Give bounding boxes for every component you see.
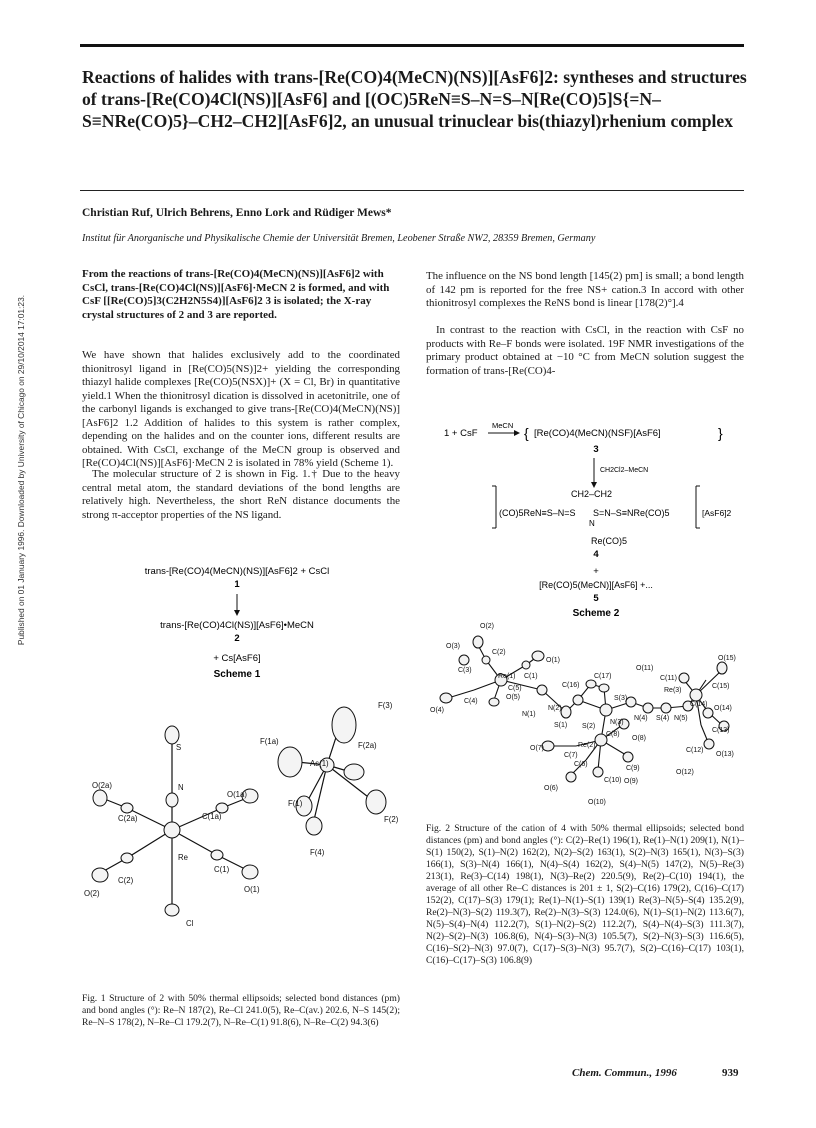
scheme2-right-part: S=N–S≡NRe(CO)5 bbox=[593, 508, 670, 518]
fig1-label-12: Re bbox=[178, 853, 188, 862]
fig2-label-43: O(9) bbox=[624, 778, 638, 785]
scheme2-counter: [AsF6]2 bbox=[702, 508, 732, 518]
fig2-label-10: O(4) bbox=[430, 707, 444, 714]
fig2-label-33: O(7) bbox=[530, 745, 544, 752]
fig2-label-20: S(4) bbox=[656, 715, 670, 722]
download-side-note-text: Published on 01 January 1996. Downloaded by University of Chicago on 29/10/2014 17:01:23. bbox=[16, 294, 26, 646]
scheme2-bracket-left bbox=[492, 486, 496, 528]
body-paragraph-3: The influence on the NS bond length [145(2) pm] is small; a bond length of 142 pm is reported for the free NS+ cation.3 In accord with other thionitrosyl complexes the ReNS bond is linear [178(2)°].4 bbox=[426, 270, 744, 309]
fig2-label-32: O(12) bbox=[676, 769, 694, 776]
fig2-label-25: O(15) bbox=[718, 655, 736, 662]
scheme1-arrowhead bbox=[234, 610, 240, 616]
scheme2-num5: 5 bbox=[593, 593, 599, 604]
fig2-label-15: N(2) bbox=[548, 705, 562, 712]
fig2-label-21: N(5) bbox=[674, 715, 688, 722]
scheme-2 bbox=[426, 418, 746, 640]
fig1-label-16: O(1) bbox=[244, 885, 260, 894]
scheme1-product: trans-[Re(CO)4Cl(NS)][AsF6]•MeCN bbox=[160, 620, 314, 631]
scheme2-top-chain: CH2–CH2 bbox=[571, 489, 613, 499]
author-list: Christian Ruf, Ulrich Behrens, Enno Lork and Rüdiger Mews* bbox=[82, 207, 392, 219]
fig2-label-8: O(5) bbox=[506, 694, 520, 701]
scheme2-n-atom: N bbox=[589, 519, 595, 528]
fig2-label-7: C(5) bbox=[508, 685, 522, 692]
scheme2-brace-close: } bbox=[718, 425, 723, 441]
fig2-label-29: C(13) bbox=[712, 727, 730, 734]
fig2-label-28: O(14) bbox=[714, 705, 732, 712]
abstract: From the reactions of trans-[Re(CO)4(MeCN)(NS)][AsF6]2 with CsCl, trans-[Re(CO)4Cl(NS)][AsF6]·MeCN 2 is formed, and with CsF [[Re(CO)5]3(C2H2N5S4)][AsF6]2 3 is isolated; the X-ray crystal structures of 2 and 3 are reported. bbox=[82, 268, 390, 321]
fig1-label-14: C(1) bbox=[214, 865, 230, 874]
fig2-label-26: C(15) bbox=[712, 683, 730, 690]
fig2-label-1: O(3) bbox=[446, 643, 460, 650]
scheme2-brace-open: { bbox=[524, 425, 529, 441]
fig2-label-9: C(4) bbox=[464, 698, 478, 705]
fig2-label-37: C(7) bbox=[564, 752, 578, 759]
fig2-label-40: C(10) bbox=[604, 777, 622, 784]
scheme2-arrowhead2 bbox=[591, 482, 597, 488]
fig2-label-35: C(8) bbox=[606, 731, 620, 738]
scheme2-plus: + bbox=[593, 566, 599, 577]
fig2-caption: Fig. 2 Structure of the cation of 4 with 50% thermal ellipsoids; selected bond distances (pm) and bond angles (°): C(2)–Re(1) 196(1), Re(1)–N(1) 209(1), N(1)–S(1) 150(2), S(1)–N(2) 162(2), N(2)–S(2) 163(1), S(2)–N(3) 165(1), N(3)–S(3) 166(1), S(3)–N(4) 166(1), N(4)–S(4) 162(2), S(4)–N(5) 147(2), N(5)–Re(3) 213(1), Re(3)–C(14) 198(1), N(3)–Re(2) 220.5(9), Re(2)–C(10) 194(1), the average of all other Re–C distances is 201 ± 1, S(2)–C(16) 179(2), C(16)–C(17) 152(2), C(17)–S(3) 179(1); Re(1)–N(1)–S(1) 139(1) Re(3)–N(5)–S(4) 135.2(9), Re(2)–N(3)–S(2) 119.3(7), Re(2)–N(3)–S(3) 124.0(6), N(1)–S(1)–N(2) 113.6(7), N(5)–S(4)–N(4) 112.2(7), S(1)–N(2)–S(2) 112.2(7), S(4)–N(4)–S(3) 111.3(7), N(2)–S(2)–N(3) 106.8(6), N(4)–S(3)–N(3) 105.5(7), S(2)–N(3)–S(3) 116.6(5), C(16)–S(2)–N(3) 97.0(7), C(17)–S(3)–N(3) 95.7(7), S(2)–C(16)–C(17) 103(1), C(16)–C(17)–S(3) 106.8(9) bbox=[426, 823, 744, 966]
fig2-label-39: O(6) bbox=[544, 785, 558, 792]
fig2-label-2: C(2) bbox=[492, 649, 506, 656]
fig1-label-5: N bbox=[178, 783, 184, 792]
fig1-label-0: S bbox=[176, 743, 182, 752]
fig1-caption: Fig. 1 Structure of 2 with 50% thermal ellipsoids; selected bond distances (pm) and bond angles (°): Re–N 187(2), Re–Cl 241.0(5), Re–C(av.) 202.6, N–S 145(2); Re–N–S 178(2), N–Re–Cl 179.2(7), N–Re–C(1) 91.8(6), N–Re–C(2) 94.3(6) bbox=[82, 993, 400, 1028]
fig2-label-36: O(8) bbox=[632, 735, 646, 742]
fig1-label-18: Cl bbox=[186, 919, 194, 928]
fig2-label-3: C(3) bbox=[458, 667, 472, 674]
article-title: Reactions of halides with trans-[Re(CO)4(MeCN)(NS)][AsF6]2: syntheses and structures of trans-[Re(CO)4Cl(NS)][AsF6] and [(OC)5ReN≡S–N=S–N[Re(CO)5]S{=N–S≡NRe(CO)5}–CH2–CH2][AsF6]2, an unusual trinuclear bis(thiazyl)rhenium complex bbox=[82, 67, 747, 131]
fig2-label-23: C(11) bbox=[660, 675, 677, 682]
scheme2-reagent1: MeCN bbox=[492, 421, 514, 430]
fig1-label-8: O(2a) bbox=[92, 781, 112, 790]
scheme2-num3: 3 bbox=[593, 444, 599, 455]
fig1-label-6: C(1a) bbox=[202, 812, 222, 821]
fig1-label-3: F(2a) bbox=[358, 741, 377, 750]
fig2-label-11: N(1) bbox=[522, 711, 536, 718]
scheme1-label: Scheme 1 bbox=[213, 669, 261, 680]
fig2-label-18: N(3) bbox=[610, 719, 624, 726]
fig1-label-13: C(2) bbox=[118, 876, 134, 885]
scheme2-re-sub: Re(CO)5 bbox=[591, 536, 628, 546]
fig2-label-31: C(12) bbox=[686, 747, 704, 754]
fig2-label-27: C(14) bbox=[690, 701, 708, 708]
scheme2-arrowhead1 bbox=[514, 430, 520, 436]
fig2-label-42: C(9) bbox=[626, 765, 640, 772]
fig2-label-22: O(11) bbox=[636, 665, 654, 672]
fig1-label-7: O(1a) bbox=[227, 790, 247, 799]
body-paragraph-4: In contrast to the reaction with CsCl, in the reaction with CsF no products with Re–F bonds were isolated. 19F NMR investigations of the primary product obtained at −10 °C from MeCN solution suggest the formation of trans-[Re(CO)4- bbox=[426, 324, 744, 377]
fig2-label-41: O(10) bbox=[588, 799, 606, 806]
body-paragraph-2: The molecular structure of 2 is shown in Fig. 1.† Due to the heavy central metal atom, the standard deviations of the bond lengths are relatively high. Nevertheless, the short ReN distance documents the strong π-acceptor properties of the NS ligand. bbox=[82, 468, 400, 521]
fig2-label-17: S(2) bbox=[582, 723, 596, 730]
scheme2-num4: 4 bbox=[593, 549, 599, 560]
fig2-label-14: S(3) bbox=[614, 695, 628, 702]
fig2-label-5: C(1) bbox=[524, 673, 538, 680]
fig1-label-15: O(2) bbox=[84, 889, 100, 898]
body-paragraph-1: We have shown that halides exclusively add to the coordinated thionitrosyl ligand in [Re(CO)5(NS)]2+ yielding the corresponding thiazyl halide complexes [Re(CO)5(NSX)]+ (X = Cl, Br) in quantitative yield.1 When the thionitrosyl dication is dissolved in acetonitrile, one of the carbonyl ligands is exchanged to give trans-[Re(CO)4(MeCN)(NS)][AsF6]2 1.2 Addition of halides to this system is rather complex, depending on the halides and on the counter ions, different results are obtained. With CsCl, exchange of the MeCN group is observed and [Re(CO)4Cl(NS)][AsF6]·MeCN 2 is isolated in 78% yield (Scheme 1). bbox=[82, 349, 400, 469]
fig2-label-12: C(17) bbox=[594, 673, 612, 680]
scheme1-num1: 1 bbox=[234, 579, 240, 590]
fig2-label-19: N(4) bbox=[634, 715, 648, 722]
scheme2-intermediate: [Re(CO)4(MeCN)(NSF)[AsF6] bbox=[534, 428, 661, 439]
fig2-label-0: O(2) bbox=[480, 623, 494, 630]
fig2-label-4: O(1) bbox=[546, 657, 560, 664]
fig1-label-17: F(4) bbox=[310, 848, 325, 857]
fig1-label-10: F(1) bbox=[288, 799, 303, 808]
header-divider bbox=[80, 190, 744, 191]
scheme2-label: Scheme 2 bbox=[572, 608, 620, 619]
scheme2-bracket-right bbox=[696, 486, 700, 528]
scheme1-num2: 2 bbox=[234, 633, 240, 644]
fig2-label-13: C(16) bbox=[562, 682, 580, 689]
fig2-label-38: C(6) bbox=[574, 761, 588, 768]
fig1-label-2: F(1a) bbox=[260, 737, 279, 746]
footer-journal: Chem. Commun., 1996 bbox=[572, 1067, 677, 1079]
scheme-1 bbox=[82, 560, 400, 682]
affiliation: Institut für Anorganische und Physikalische Chemie der Universität Bremen, Leobener Straße NW2, 28359 Bremen, Germany bbox=[82, 233, 596, 244]
fig2-label-24: Re(3) bbox=[664, 687, 682, 694]
figure-1 bbox=[82, 700, 402, 985]
figure-2 bbox=[426, 620, 746, 820]
fig1-label-1: F(3) bbox=[378, 701, 393, 710]
fig2-label-34: Re(2) bbox=[578, 742, 596, 749]
fig1-label-11: F(2) bbox=[384, 815, 399, 824]
download-side-note bbox=[2, 260, 26, 680]
scheme2-start: 1 + CsF bbox=[444, 428, 478, 439]
scheme1-byproduct: + Cs[AsF6] bbox=[213, 653, 261, 664]
scheme2-byproduct: [Re(CO)5(MeCN)][AsF6] +... bbox=[539, 580, 653, 590]
fig1-label-9: C(2a) bbox=[118, 814, 138, 823]
scheme2-reagent2: CH2Cl2–MeCN bbox=[600, 467, 649, 474]
fig2-label-30: O(13) bbox=[716, 751, 734, 758]
fig1-label-4: As(1) bbox=[310, 759, 329, 768]
scheme2-left-part: (CO)5ReN≡S–N=S bbox=[499, 508, 576, 518]
scheme1-reactants: trans-[Re(CO)4(MeCN)(NS)][AsF6]2 + CsCl bbox=[144, 566, 330, 577]
fig2-label-6: Re(1) bbox=[498, 673, 516, 680]
page-number: 939 bbox=[722, 1067, 739, 1079]
top-rule bbox=[80, 44, 744, 47]
fig2-label-16: S(1) bbox=[554, 722, 568, 729]
